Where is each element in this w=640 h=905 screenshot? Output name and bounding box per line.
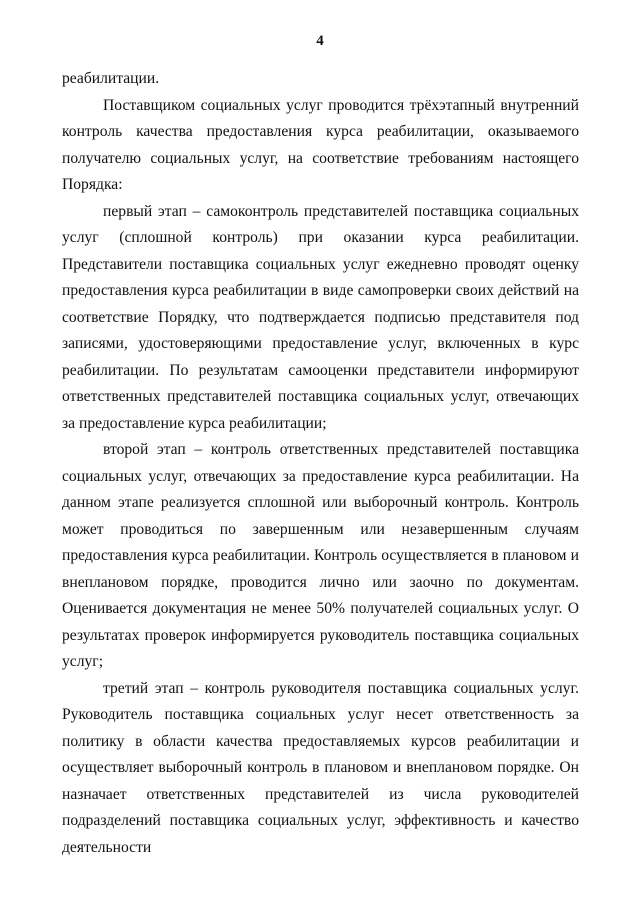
paragraph-control-intro: Поставщиком социальных услуг проводится трёхэтапный внутренний контроль качества предоставления курса реабилитации, оказываемого получателю социальных услуг, на соответствие требованиям настоящего Порядка: (62, 96, 579, 193)
paragraph-stage-one: первый этап – самоконтроль представителей поставщика социальных услуг (сплошной контроль) при оказании курса реабилитации. Представители поставщика социальных услуг ежедневно проводят оценку предоставления курса реабилитации в виде самопроверки своих действий на соответствие Порядку, что подтверждается подписью представителя под записями, удостоверяющими предоставление услуг, включенных в курс реабилитации. По результатам самооценки представители информируют ответственных представителей поставщика социальных услуг, отвечающих за предоставление курса реабилитации; (62, 202, 579, 432)
paragraph-stage-three: третий этап – контроль руководителя поставщика социальных услуг. Руководитель поставщика социальных услуг несет ответственность за политику в области качества предоставляемых курсов реабилитации и осуществляет выборочный контроль в плановом и внеплановом порядке. Он назначает ответственных представителей из числа руководителей подразделений поставщика социальных услуг, эффективность и качество деятельности (62, 679, 579, 856)
paragraph-continuation: реабилитации. (62, 70, 160, 87)
page-number: 4 (316, 33, 324, 49)
paragraph-stage-two: второй этап – контроль ответственных представителей поставщика социальных услуг, отвечающих за предоставление курса реабилитации. На данном этапе реализуется сплошной или выборочный контроль. Контроль может проводиться по завершенным или незавершенным случаям предоставления курса реабилитации. Контроль осуществляется в плановом и внеплановом порядке, проводится лично или заочно по документам. Оценивается документация не менее 50% получателей социальных услуг. О результатах проверок информируется руководитель поставщика социальных услуг; (62, 441, 579, 670)
document-body (62, 66, 579, 861)
